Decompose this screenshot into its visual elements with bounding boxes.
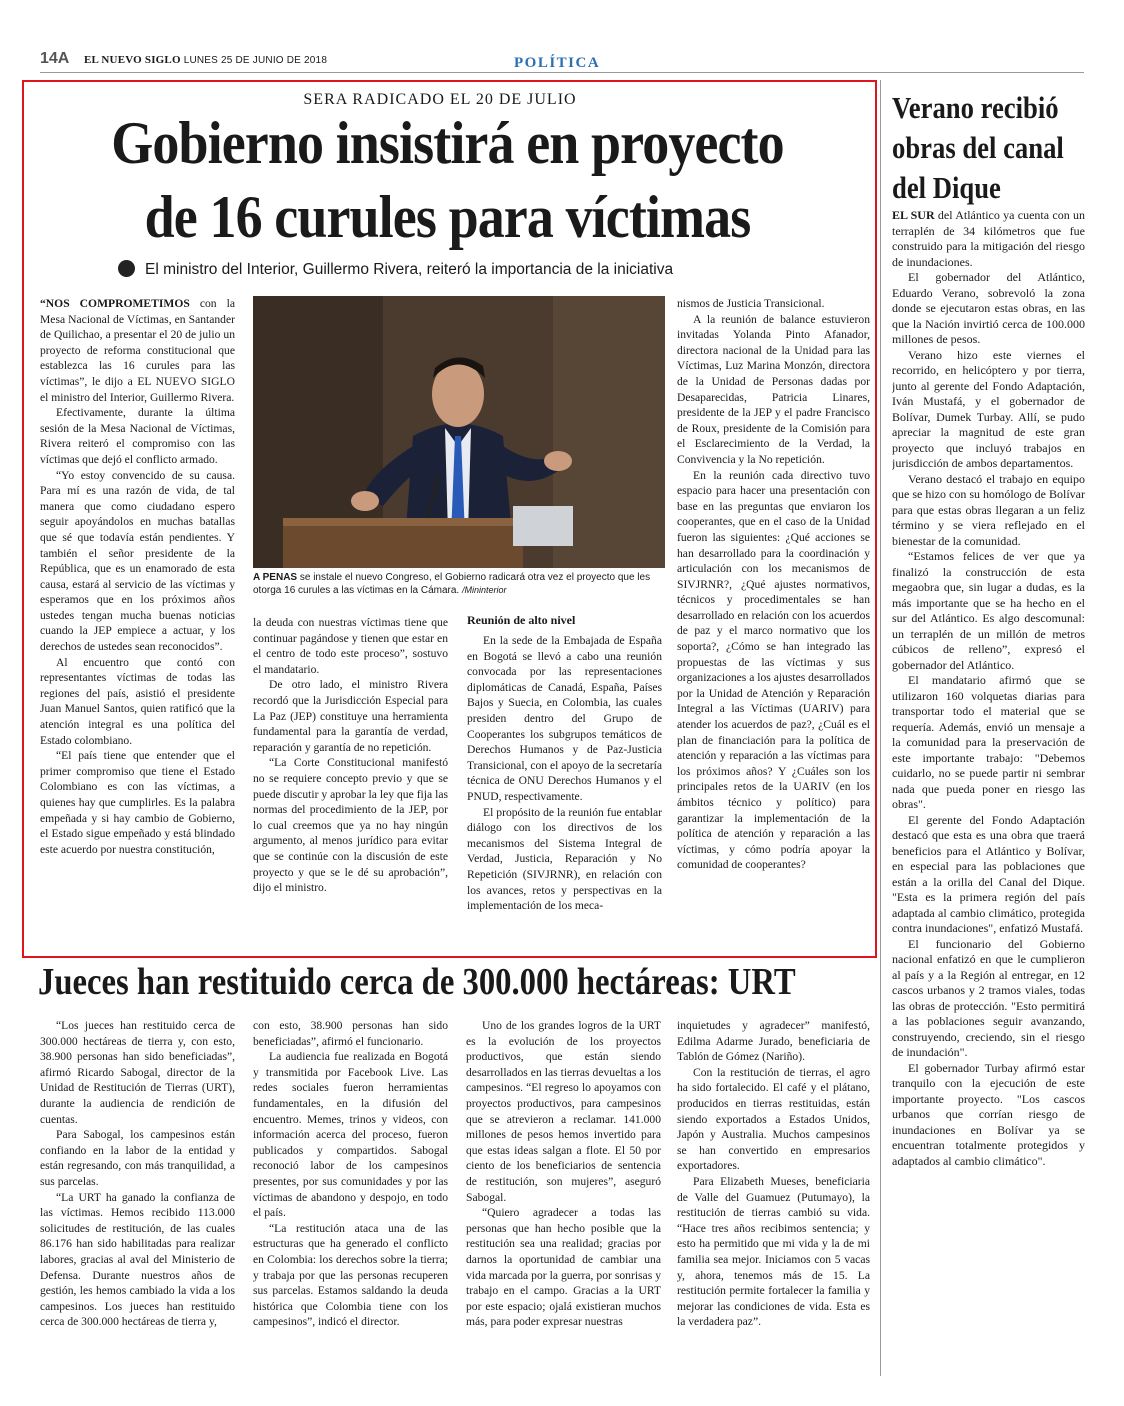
main-col-2 <box>253 615 448 947</box>
paragraph: nismos de Justicia Transicional. <box>677 297 825 310</box>
paragraph: La audiencia fue realizada en Bogotá y transmitida por Facebook Live. Las redes sociales fueron herramientas fundamentales, en la difusión del encuentro. Memes, trinos y videos, con información acerca del proceso, fueron publicados y compartidos. Sabogal reconoció labor de los campesinos presentes, por sus comunidades y por las víctimas de abandono y despojo, en todo el país. <box>253 1050 448 1220</box>
sidebar-body <box>892 208 1085 1380</box>
paragraph: “La Corte Constitucional manifestó no se requiere concepto previo y que se puede discutir y aprobar la ley que fija las normas del procedimiento de la JEP, por lo cual creemos que ya no hay ningún argumento, al menos jurídico para evitar que se continúe con la discusión de este proyecto y que se le dé su aprobación”, dijo el ministro. <box>253 756 448 895</box>
paragraph: Verano hizo este viernes el recorrido, en helicóptero y por tierra, junto al gerente del Fondo Adaptación, Iván Mustafá, y el gobernador de Bolívar, Dumek Turbay. Allí, se pudo apreciar la magnitud de este gran proyecto que incluyó trabajos en jurisdicción de ambos departamentos. <box>892 347 1085 470</box>
minister-speaking-illustration <box>253 296 665 568</box>
paragraph: “Yo estoy convencido de su causa. Para mí es una razón de vida, de tal manera que como ciudadano espero seguir apoyándolos en muchas batallas que sé que todavía están pendientes. Y también el señor presidente de la República, que es un enamorado de esta causa, estará al servicio de las víctimas y esperamos que en los próximos años ustedes tengan mucha buenas noticias cuando la JEP empiece a actuar, y los derechos de ustedes sean reconocidos”. <box>40 468 235 654</box>
paragraph: “Quiero agradecer a todas las personas que han hecho posible que la restitución sea una realidad; gracias por darnos la oportunidad de cambiar una vida marcada por la guerra, por sonrisas y trabajo en el campo. Gracias a la URT por este espacio; ojalá existieran muchos más, para poder expresar nuestras <box>466 1206 661 1329</box>
main-headline-line1: Gobierno insistirá en proyecto <box>111 110 784 176</box>
paragraph: con esto, 38.900 personas han sido beneficiadas”, afirmó el funcionario. <box>253 1019 448 1048</box>
paragraph: De otro lado, el ministro Rivera recordó que la Jurisdicción Especial para La Paz (JEP) constituye una herramienta fundamental para la garantía de verdad, reparación y garantía de no repetición. <box>253 678 448 754</box>
bottom-col-4 <box>677 1018 870 1362</box>
paragraph: “Estamos felices de ver que ya finalizó la construcción de esta megaobra que, sin lugar a dudas, es la más importante que se ha hecho en el sur del Atlántico. Es algo descomunal: un terraplén de un millón de metros cúbicos de relleno”, expresó el gobernador del Atlántico. <box>892 549 1085 672</box>
main-col-1 <box>40 296 235 944</box>
section-subtitle: Reunión de alto nivel <box>467 613 576 627</box>
paragraph: Verano destacó el trabajo en equipo que se hizo con su homólogo de Bolívar para que estas obras llegaran a un feliz término y se viera reflejado en el bienestar de la comunidad. <box>892 471 1085 548</box>
bottom-col-1 <box>40 1018 235 1362</box>
paragraph: Para Sabogal, los campesinos están confiando en la labor de la entidad y están regresando, con más tranquilidad, a sus parcelas. <box>40 1128 235 1188</box>
paragraph: “El país tiene que entender que el primer compromiso que tiene el Estado Colombiano es con las víctimas, a quienes hay que cumplirles. Es la palabra empeñada y si hay cambio de Gobierno, el Estado sigue empeñado y está blindado este acuerdo por nuestra constitución, <box>40 749 235 856</box>
paragraph: A la reunión de balance estuvieron invitadas Yolanda Pinto Afanador, directora nacional de la Unidad para las Víctimas, Luz Marina Monzón, directora de la Unidad de Personas dadas por Desaparecidas, Patricia Linares, presidente de la JEP y el padre Francisco de Roux, presidente de la Comisión para el Esclarecimiento de la Verdad, la Convivencia y la No repetición. <box>677 312 870 466</box>
bottom-col-3 <box>466 1018 661 1362</box>
sidebar-divider <box>880 80 881 1376</box>
header-rule <box>40 72 1084 73</box>
paragraph: inquietudes y agradecer” manifestó, Edilma Adarme Jurado, beneficiaria de Tablón de Gómez (Nariño). <box>677 1019 870 1064</box>
paragraph: El gerente del Fondo Adaptación destacó que esta es una obra que traerá beneficios para el Atlántico y Bolívar, en especial para las poblaciones que están a la orilla del Canal del Dique. "Esta es la primera región del país adaptada al cambio climático, protegida contra inundaciones", enfatizó Mustafá. <box>892 812 1085 935</box>
article-photo <box>253 296 665 568</box>
bullet-icon <box>118 260 135 277</box>
bottom-headline: Jueces han restituido cerca de 300.000 hectáreas: URT <box>38 961 796 1003</box>
paragraph: “La restitución ataca una de las estructuras que ha generado el conflicto en Colombia: los derechos sobre la tierra; y trabaja por que las personas recuperen sus parcelas. Estamos saldando la deuda histórica que Colombia tiene con los campesinos”, indicó el director. <box>253 1221 448 1329</box>
subhead-text: El ministro del Interior, Guillermo Rivera, reiteró la importancia de la iniciativa <box>145 261 674 278</box>
newspaper-name: EL NUEVO SIGLO <box>84 54 181 66</box>
main-col-4 <box>677 296 870 946</box>
paragraph: del Atlántico ya cuenta con un terraplén de 34 kilómetros que fue construido para la mitigación del riesgo de inundaciones. <box>892 208 1085 269</box>
issue-date: LUNES 25 DE JUNIO DE 2018 <box>183 55 328 66</box>
page-number: 14A <box>40 50 70 67</box>
paragraph: con la Mesa Nacional de Víctimas, en Santander de Quilichao, a presentar el 20 de julio un proyecto de reforma constitucional que establezca las 16 curules para las víctimas”, le dijo a EL NUEVO SIGLO el ministro del Interior, Guillermo Rivera. <box>40 297 235 404</box>
lead-in: “NOS COMPROMETIMOS <box>40 297 190 310</box>
photo-credit: /Mininterior <box>462 585 507 595</box>
sidebar-headline: Verano recibió obras del canal del Dique <box>892 90 1064 205</box>
paragraph: la deuda con nuestras víctimas tiene que continuar pagándose y tienen que estar en el centro de todo este proceso”, sostuvo el mandatario. <box>253 616 448 676</box>
paragraph: El gobernador Turbay afirmó estar tranquilo con la ejecución de este importante proyecto. "Los cascos urbanos que corrían riesgo de inundaciones en Bolívar ya se encuentran totalmente protegidos y adaptados al cambio climático". <box>892 1060 1085 1168</box>
lead-in: EL SUR <box>892 208 935 222</box>
kicker: SERA RADICADO EL 20 DE JULIO <box>303 91 577 108</box>
paragraph: El propósito de la reunión fue entablar diálogo con los directivos de los mecanismos del Sistema Integral de Verdad, Justicia, Reparación y No Repetición (SIVJRNR), en relación con los avances, retos y perspectivas en la implementación de los meca- <box>467 805 662 913</box>
caption-lead: A PENAS <box>253 572 298 583</box>
subhead <box>118 260 848 279</box>
bottom-col-2 <box>253 1018 448 1362</box>
paragraph: El mandatario afirmó que se utilizaron 160 volquetas diarias para transportar todo el material que se requería. Además, envió un mensaje a la comunidad para la preservación de este importante trabajo: "Debemos cuidarlo, no se puede partir ni sembrar nada que pueda poner en riesgo las obras". <box>892 673 1085 811</box>
paragraph: En la reunión cada directivo tuvo espacio para hacer una presentación con base en las preguntas que enviaron los cooperantes, que en el caso de la Unidad fueron las siguientes: ¿Qué acciones se han desarrollado para la coordinación y articulación con los mecanismos de SIVJRNR?, ¿Qué ajustes normativos, técnicos y procedimentales se han desarrollado en relación con los acuerdos de paz y el marco normativo que los soporta?, ¿Cómo se han integrado las propuestas de las víctimas y sus organizaciones a los ajustes desarrollados por la Unidad de Atención y Reparación Integral a las Víctimas (UARIV) para atender los acuerdos de paz?, ¿Cuál es el plan de financiación para la política de atención y reparación a las víctimas para los próximos años? Y ¿Cuáles son los principales retos de la UARIV (en los ámbitos técnico y político) para garantizar la implementación de la política de atención y reparación a las víctimas, y cómo podría apoyar la comunidad de cooperantes? <box>677 468 870 872</box>
main-col-3 <box>467 633 662 947</box>
section-label: POLÍTICA <box>514 55 601 71</box>
paragraph: Al encuentro que contó con representantes víctimas de todas las regiones del país, asistió el presidente Juan Manuel Santos, quien ratificó que la atención integral es una política del Estado colombiano. <box>40 655 235 747</box>
paragraph: Para Elizabeth Mueses, beneficiaria de Valle del Guamuez (Putumayo), la restitución de tierras cambió su vida. “Hace tres años recibimos sentencia; y esto ha permitido que mi vida y la de mi familia sea mejor. Iniciamos con 5 vacas y, ahora, tenemos más de 15. La restitución permite fortalecer la familia y mejorar las condiciones de vida. Esta es la verdadera paz”. <box>677 1174 870 1329</box>
caption-text: se instale el nuevo Congreso, el Gobierno radicará otra vez el proyecto que les otorga 16 curules a las víctimas en la Cámara. <box>253 572 651 596</box>
paragraph: “La URT ha ganado la confianza de las víctimas. Hemos recibido 113.000 solicitudes de restitución, de las cuales 86.176 han sido habilitadas para realizar labores, gracias al aval del Ministerio de Defensa. Durante nuestros años de gestión, les hemos cambiado la vida a los campesinos. Los jueces han restituido cerca de 300.000 hectáreas de tierra y, <box>40 1190 235 1329</box>
paragraph: El funcionario del Gobierno nacional enfatizó en que le cumplieron al país y a la Región al entregar, en 12 cascos urbanos y 2 tramos viales, todas las obras de protección. "Esto permitirá a las poblaciones seguir avanzando, construyendo, creciendo, sin el riesgo de inundación". <box>892 936 1085 1059</box>
paragraph: “Los jueces han restituido cerca de 300.000 hectáreas de tierra y, con esto, 38.900 personas han sido beneficiadas”, afirmó Ricardo Sabogal, director de la Unidad de Restitución de Tierras (URT), durante la audiencia de rendición de cuentas. <box>40 1019 235 1126</box>
paragraph: Con la restitución de tierras, el agro ha sido fortalecido. El café y el plátano, producidos en tierras restituidas, están siendo exportados a Estados Unidos, Japón y Australia. Muchos campesinos se han convertido en empresarios exportadores. <box>677 1065 870 1173</box>
paragraph: Efectivamente, durante la última sesión de la Mesa Nacional de Víctimas, Rivera reiteró el compromiso con las víctimas que dejó el conflicto armado. <box>40 406 235 466</box>
main-headline-line2: de 16 curules para víctimas <box>144 184 751 250</box>
masthead <box>84 54 327 66</box>
paragraph: Uno de los grandes logros de la URT es la evolución de los proyectos productivos, que están siendo desarrollados en las tierras devueltas a los campesinos. “El regreso lo apoyamos con proyectos productivos, para campesinos que se atrevieron a reclamar. 141.000 millones de pesos hemos invertido para que estas ideas salgan a flote. El 50 por ciento de los beneficiarios de sentencia de restitución, son mujeres”, aseguró Sabogal. <box>466 1019 661 1204</box>
photo-caption <box>253 571 665 597</box>
paragraph: El gobernador del Atlántico, Eduardo Verano, sobrevoló la zona donde se ejecutaron estas obras, en las que la Nación invirtió cerca de 100.000 millones de pesos. <box>892 270 1085 346</box>
paragraph: En la sede de la Embajada de España en Bogotá se llevó a cabo una reunión convocada por las representaciones diplomáticas de Canadá, España, Países Bajos y Suecia, en Colombia, las cuales presiden dentro del Grupo de Cooperantes los subgrupos temáticos de Derechos Humanos y de Paz-Justicia Transicional, con el apoyo de la secretaría técnica de ONU Derechos Humanos y el PNUD, respectivamente. <box>467 634 662 803</box>
